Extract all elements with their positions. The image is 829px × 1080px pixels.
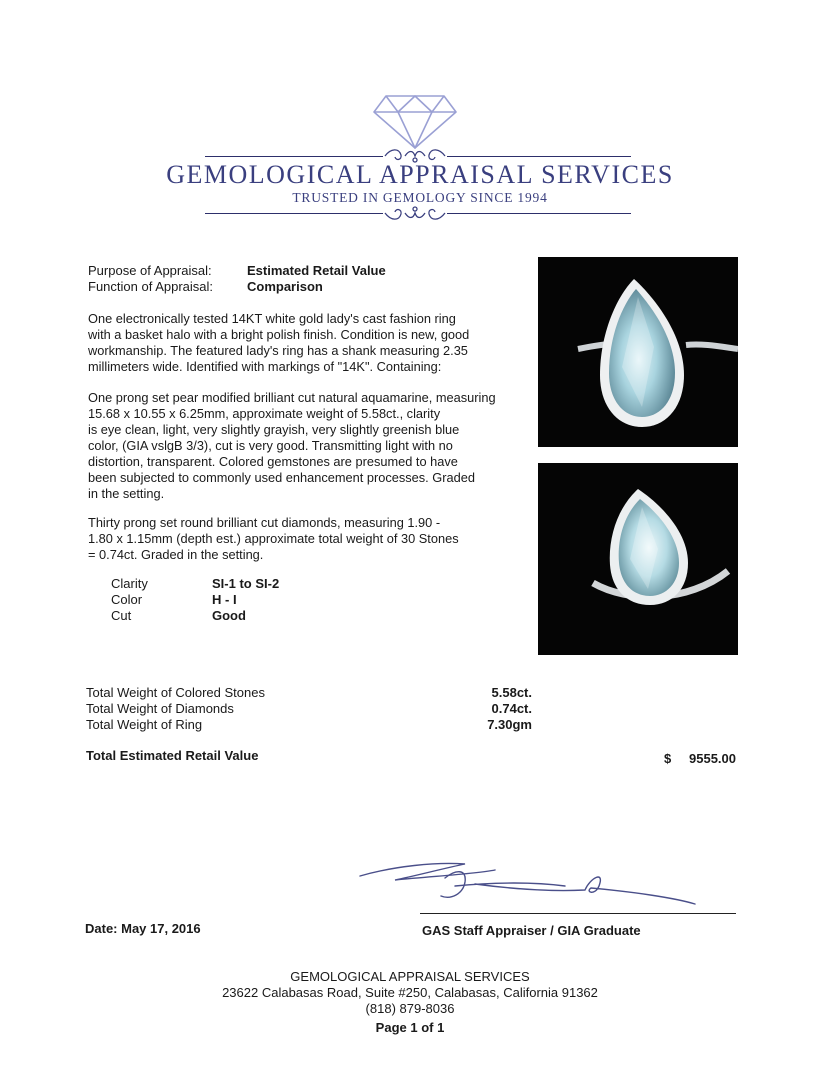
text-line: is eye clean, light, very slightly grayish, very slightly greenish blue xyxy=(88,422,460,437)
ring-photo-top xyxy=(538,257,738,447)
purpose-label: Purpose of Appraisal: xyxy=(88,263,212,278)
grade-label: Cut xyxy=(111,608,132,623)
text-line: One electronically tested 14KT white gold lady's cast fashion ring xyxy=(88,311,456,326)
grade-value: SI-1 to SI-2 xyxy=(212,576,280,591)
scroll-ornament-icon xyxy=(383,203,447,223)
currency-symbol: $ xyxy=(664,751,672,766)
ring-description xyxy=(88,311,528,375)
function-label: Function of Appraisal: xyxy=(88,279,214,294)
text-line: = 0.74ct. Graded in the setting. xyxy=(88,547,264,562)
diamond-outline-icon xyxy=(370,92,460,150)
appraiser-signature xyxy=(355,848,705,918)
diamonds-description xyxy=(88,515,528,563)
total-value: 0.74ct. xyxy=(491,701,532,716)
retail-value-amount: 9555.00 xyxy=(689,751,736,766)
header-rule-top-right xyxy=(447,156,631,157)
header-rule-bottom-left xyxy=(205,213,383,214)
footer-phone: (818) 879-8036 xyxy=(365,1001,455,1016)
text-line: in the setting. xyxy=(88,486,165,501)
footer-address: 23622 Calabasas Road, Suite #250, Calabasas, California 91362 xyxy=(222,985,598,1000)
footer-company: GEMOLOGICAL APPRAISAL SERVICES xyxy=(290,969,530,984)
total-label: Total Weight of Diamonds xyxy=(86,701,234,716)
text-line: color, (GIA vslgB 3/3), cut is very good. Transmitting light with no xyxy=(88,438,453,453)
appraiser-title: GAS Staff Appraiser / GIA Graduate xyxy=(422,923,641,938)
aquamarine-description xyxy=(88,390,528,502)
page-number: Page 1 of 1 xyxy=(375,1020,445,1035)
signature-line xyxy=(420,913,736,914)
grade-value: H - I xyxy=(212,592,237,607)
text-line: 1.80 x 1.15mm (depth est.) approximate total weight of 30 Stones xyxy=(88,531,459,546)
text-line: One prong set pear modified brilliant cut natural aquamarine, measuring xyxy=(88,390,496,405)
total-value: 7.30gm xyxy=(487,717,532,732)
header-rule-bottom-right xyxy=(447,213,631,214)
company-tagline: TRUSTED IN GEMOLOGY SINCE 1994 xyxy=(292,190,548,205)
text-line: with a basket halo with a bright polish finish. Condition is new, good xyxy=(88,327,470,342)
company-name: GEMOLOGICAL APPRAISAL SERVICES xyxy=(166,160,674,189)
text-line: millimeters wide. Identified with markings of "14K". Containing: xyxy=(88,359,442,374)
total-label: Total Weight of Colored Stones xyxy=(86,685,265,700)
ring-photo-angled xyxy=(538,463,738,655)
grade-value: Good xyxy=(212,608,246,623)
text-line: been subjected to commonly used enhancement processes. Graded xyxy=(88,470,475,485)
text-line: workmanship. The featured lady's ring has a shank measuring 2.35 xyxy=(88,343,468,358)
purpose-value: Estimated Retail Value xyxy=(247,263,386,278)
text-line: distortion, transparent. Colored gemstones are presumed to have xyxy=(88,454,458,469)
grade-label: Color xyxy=(111,592,143,607)
company-logo xyxy=(370,92,460,150)
text-line: 15.68 x 10.55 x 6.25mm, approximate weight of 5.58ct., clarity xyxy=(88,406,441,421)
retail-value-label: Total Estimated Retail Value xyxy=(86,748,259,763)
function-value: Comparison xyxy=(247,279,323,294)
grade-label: Clarity xyxy=(111,576,148,591)
total-label: Total Weight of Ring xyxy=(86,717,203,732)
header-rule-top-left xyxy=(205,156,383,157)
appraisal-date: Date: May 17, 2016 xyxy=(85,921,201,936)
text-line: Thirty prong set round brilliant cut diamonds, measuring 1.90 - xyxy=(88,515,441,530)
total-value: 5.58ct. xyxy=(491,685,532,700)
